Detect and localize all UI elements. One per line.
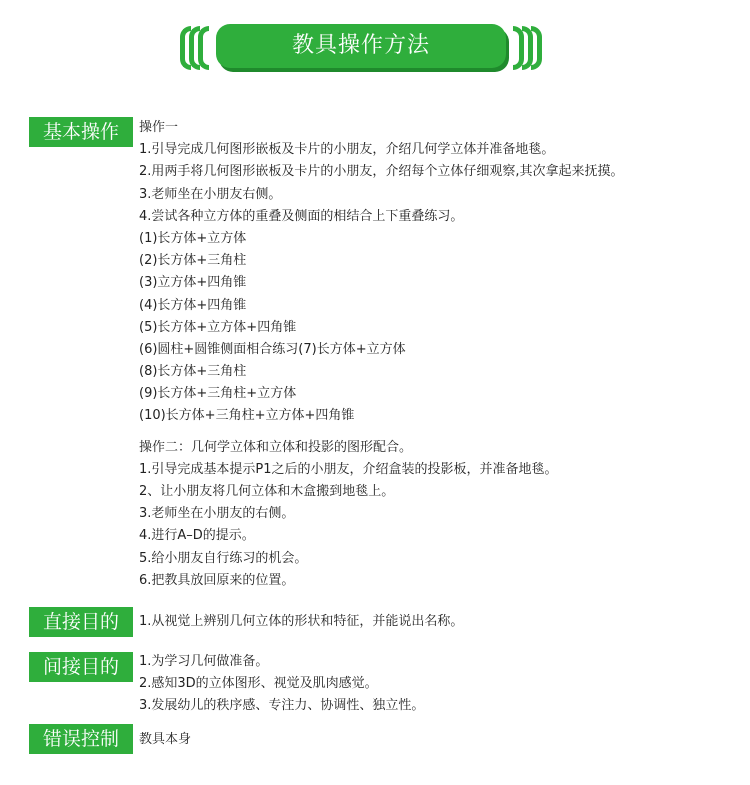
list-item: 教具本身 xyxy=(139,732,192,747)
list-item: 4.尝试各种立方体的重叠及侧面的相结合上下重叠练习。 xyxy=(139,208,464,224)
section-label: 基本操作 xyxy=(29,117,133,147)
list-item: 3.老师坐在小朋友的右侧。 xyxy=(139,506,295,522)
list-item: (10)长方体+三角柱+立方体+四角锥 xyxy=(139,408,355,424)
list-item: (1)长方体+立方体 xyxy=(139,230,247,246)
list-item: 4.进行A–D的提示。 xyxy=(139,528,255,544)
list-item: (4)长方体+四角锥 xyxy=(139,297,247,313)
list-item: 5.给小朋友自行练习的机会。 xyxy=(139,550,308,566)
section-content xyxy=(139,651,424,718)
page-title: 教具操作方法 xyxy=(291,33,430,58)
list-item: 2、让小朋友将几何立体和木盒搬到地毯上。 xyxy=(139,484,395,499)
operation-one-title: 操作一 xyxy=(139,120,179,135)
list-item: 2.感知3D的立体图形、视觉及肌肉感觉。 xyxy=(139,676,378,692)
list-item: 1.为学习几何做准备。 xyxy=(139,654,269,669)
list-item: 2.用两手将几何图形嵌板及卡片的小朋友，介绍每个立体仔细观察,其次拿起来抚摸。 xyxy=(139,164,624,180)
list-item: (5)长方体+立方体+四角锥 xyxy=(139,319,297,335)
header-banner xyxy=(180,22,542,74)
list-item: 3.老师坐在小朋友右侧。 xyxy=(139,186,282,202)
bracket-right-decoration xyxy=(531,26,542,70)
list-item: 1.从视觉上辨别几何立体的形状和特征，并能说出名称。 xyxy=(139,614,464,629)
banner-pill xyxy=(216,24,506,68)
section-label: 直接目的 xyxy=(29,607,133,637)
section-content xyxy=(139,611,463,633)
section-label: 间接目的 xyxy=(29,652,133,682)
list-item: (8)长方体+三角柱 xyxy=(139,364,247,380)
list-item: (9)长方体+三角柱+立方体 xyxy=(139,386,297,402)
list-item: 3.发展幼儿的秩序感、专注力、协调性、独立性。 xyxy=(139,698,425,714)
list-item: (2)长方体+三角柱 xyxy=(139,253,247,269)
list-item: 1.引导完成基本提示P1之后的小朋友，介绍盒装的投影板，并准备地毯。 xyxy=(139,461,558,477)
operation-two-title: 操作二：几何学立体和立体和投影的图形配合。 xyxy=(139,439,413,455)
list-item: 1.引导完成几何图形嵌板及卡片的小朋友，介绍几何学立体并准备地毯。 xyxy=(139,142,555,158)
bracket-left-decoration xyxy=(198,26,209,70)
list-item: (6)圆柱+圆锥侧面相合练习(7)长方体+立方体 xyxy=(139,341,406,357)
section-content xyxy=(139,729,191,751)
list-item: (3)立方体+四角锥 xyxy=(139,275,247,291)
section-label: 错误控制 xyxy=(29,724,133,754)
list-item: 6.把教具放回原来的位置。 xyxy=(139,572,295,588)
section-content xyxy=(139,117,624,592)
